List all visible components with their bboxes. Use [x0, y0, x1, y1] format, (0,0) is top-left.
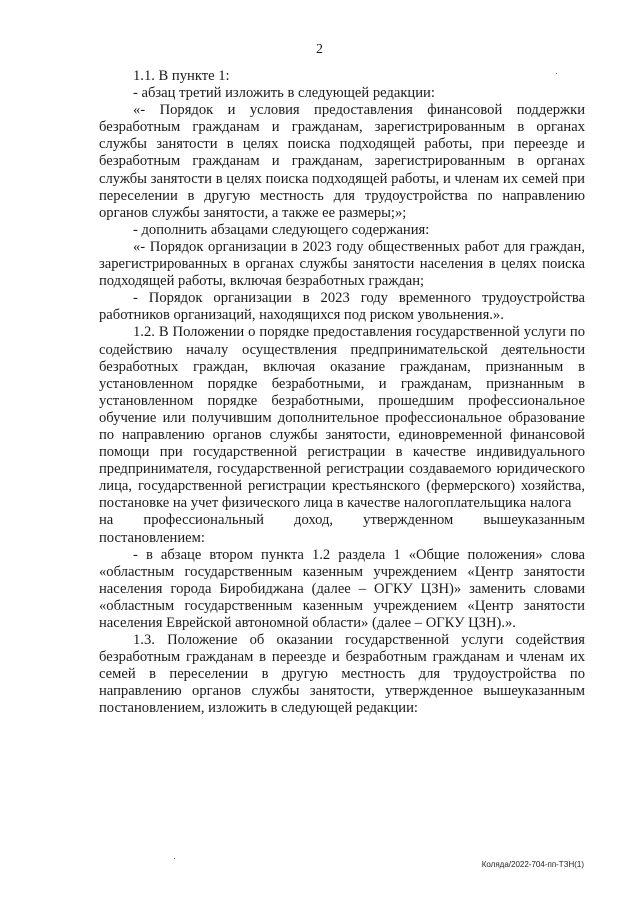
- quoted-temporary-employment-text: - Порядок организации в 2023 году временного трудоустройства работников организаций, находящихся под риском увольнения.».: [99, 290, 585, 324]
- replacement-instruction-text: - в абзаце втором пункта 1.2 раздела 1 «Общие положения» слова «областным государственным казенным учреждением «Центр занятости населения города Биробиджана (далее – ОГКУ ЦЗН)» заменить словами «областным государственным казенным учреждением «Центр занятости населения Еврейской автономной области» (далее – ОГКУ ЦЗН).».: [99, 546, 585, 631]
- clause-1-1-heading: 1.1. В пункте 1:: [133, 68, 230, 84]
- document-registration-code: Коляда/2022-704-пп-ТЗН(1): [481, 860, 584, 869]
- clause-1-2-ending: постановлением:: [99, 529, 205, 546]
- scan-speck: [556, 73, 557, 74]
- quoted-financial-support-text: «- Порядок и условия предоставления финансовой поддержки безработным гражданам и гражданам, зарегистрированным в органах службы занятости в целях поиска подходящей работы, при переезде и безработным гражданам и гражданам, зарегистрированным в органах службы занятости в целях поиска подходящей работы, и членам их семей при переселении в другую местность для трудоустройства по направлению органов службы занятости, а также ее размеры;»;: [99, 102, 585, 221]
- clause-1-2-text: 1.2. В Положении о порядке предоставления государственной услуги по содействию началу осуществления предпринимательской деятельности безработных граждан, включая оказание гражданам, признанным в установленном порядке безработными, и гражданам, признанным в установленном порядке безработными, прошедшим профессиональное обучение или получившим дополнительное профессиональное образование по направлению органов службы занятости, единовременной финансовой помощи при государственной регистрации в качестве индивидуального предпринимателя, государственной регистрации создаваемого юридического лица, государственной регистрации крестьянского (фермерского) хозяйства, постановке на учет физического лица в качестве налогоплательщика налога: [99, 324, 585, 512]
- clause-1-2-continuation: на профессиональный доход, утвержденном вышеуказанным: [99, 512, 585, 529]
- scan-speck: [174, 858, 175, 859]
- clause-1-3-text: 1.3. Положение об оказании государственной услуги содействия безработным гражданам в переезде и безработным гражданам и членам их семей в переселении в другую местность для трудоустройства по направлению органов службы занятости, утвержденное вышеуказанным постановлением, изложить в следующей редакции:: [99, 632, 585, 717]
- document-body: [99, 68, 585, 718]
- instruction-paragraph-three: - абзац третий изложить в следующей редакции:: [133, 85, 435, 102]
- instruction-add-paragraphs: - дополнить абзацами следующего содержания:: [133, 221, 430, 238]
- page-number: 2: [316, 42, 323, 57]
- quoted-public-works-text: «- Порядок организации в 2023 году общественных работ для граждан, зарегистрированных в органах службы занятости населения в целях поиска подходящей работы, включая безработных граждан;: [99, 238, 585, 290]
